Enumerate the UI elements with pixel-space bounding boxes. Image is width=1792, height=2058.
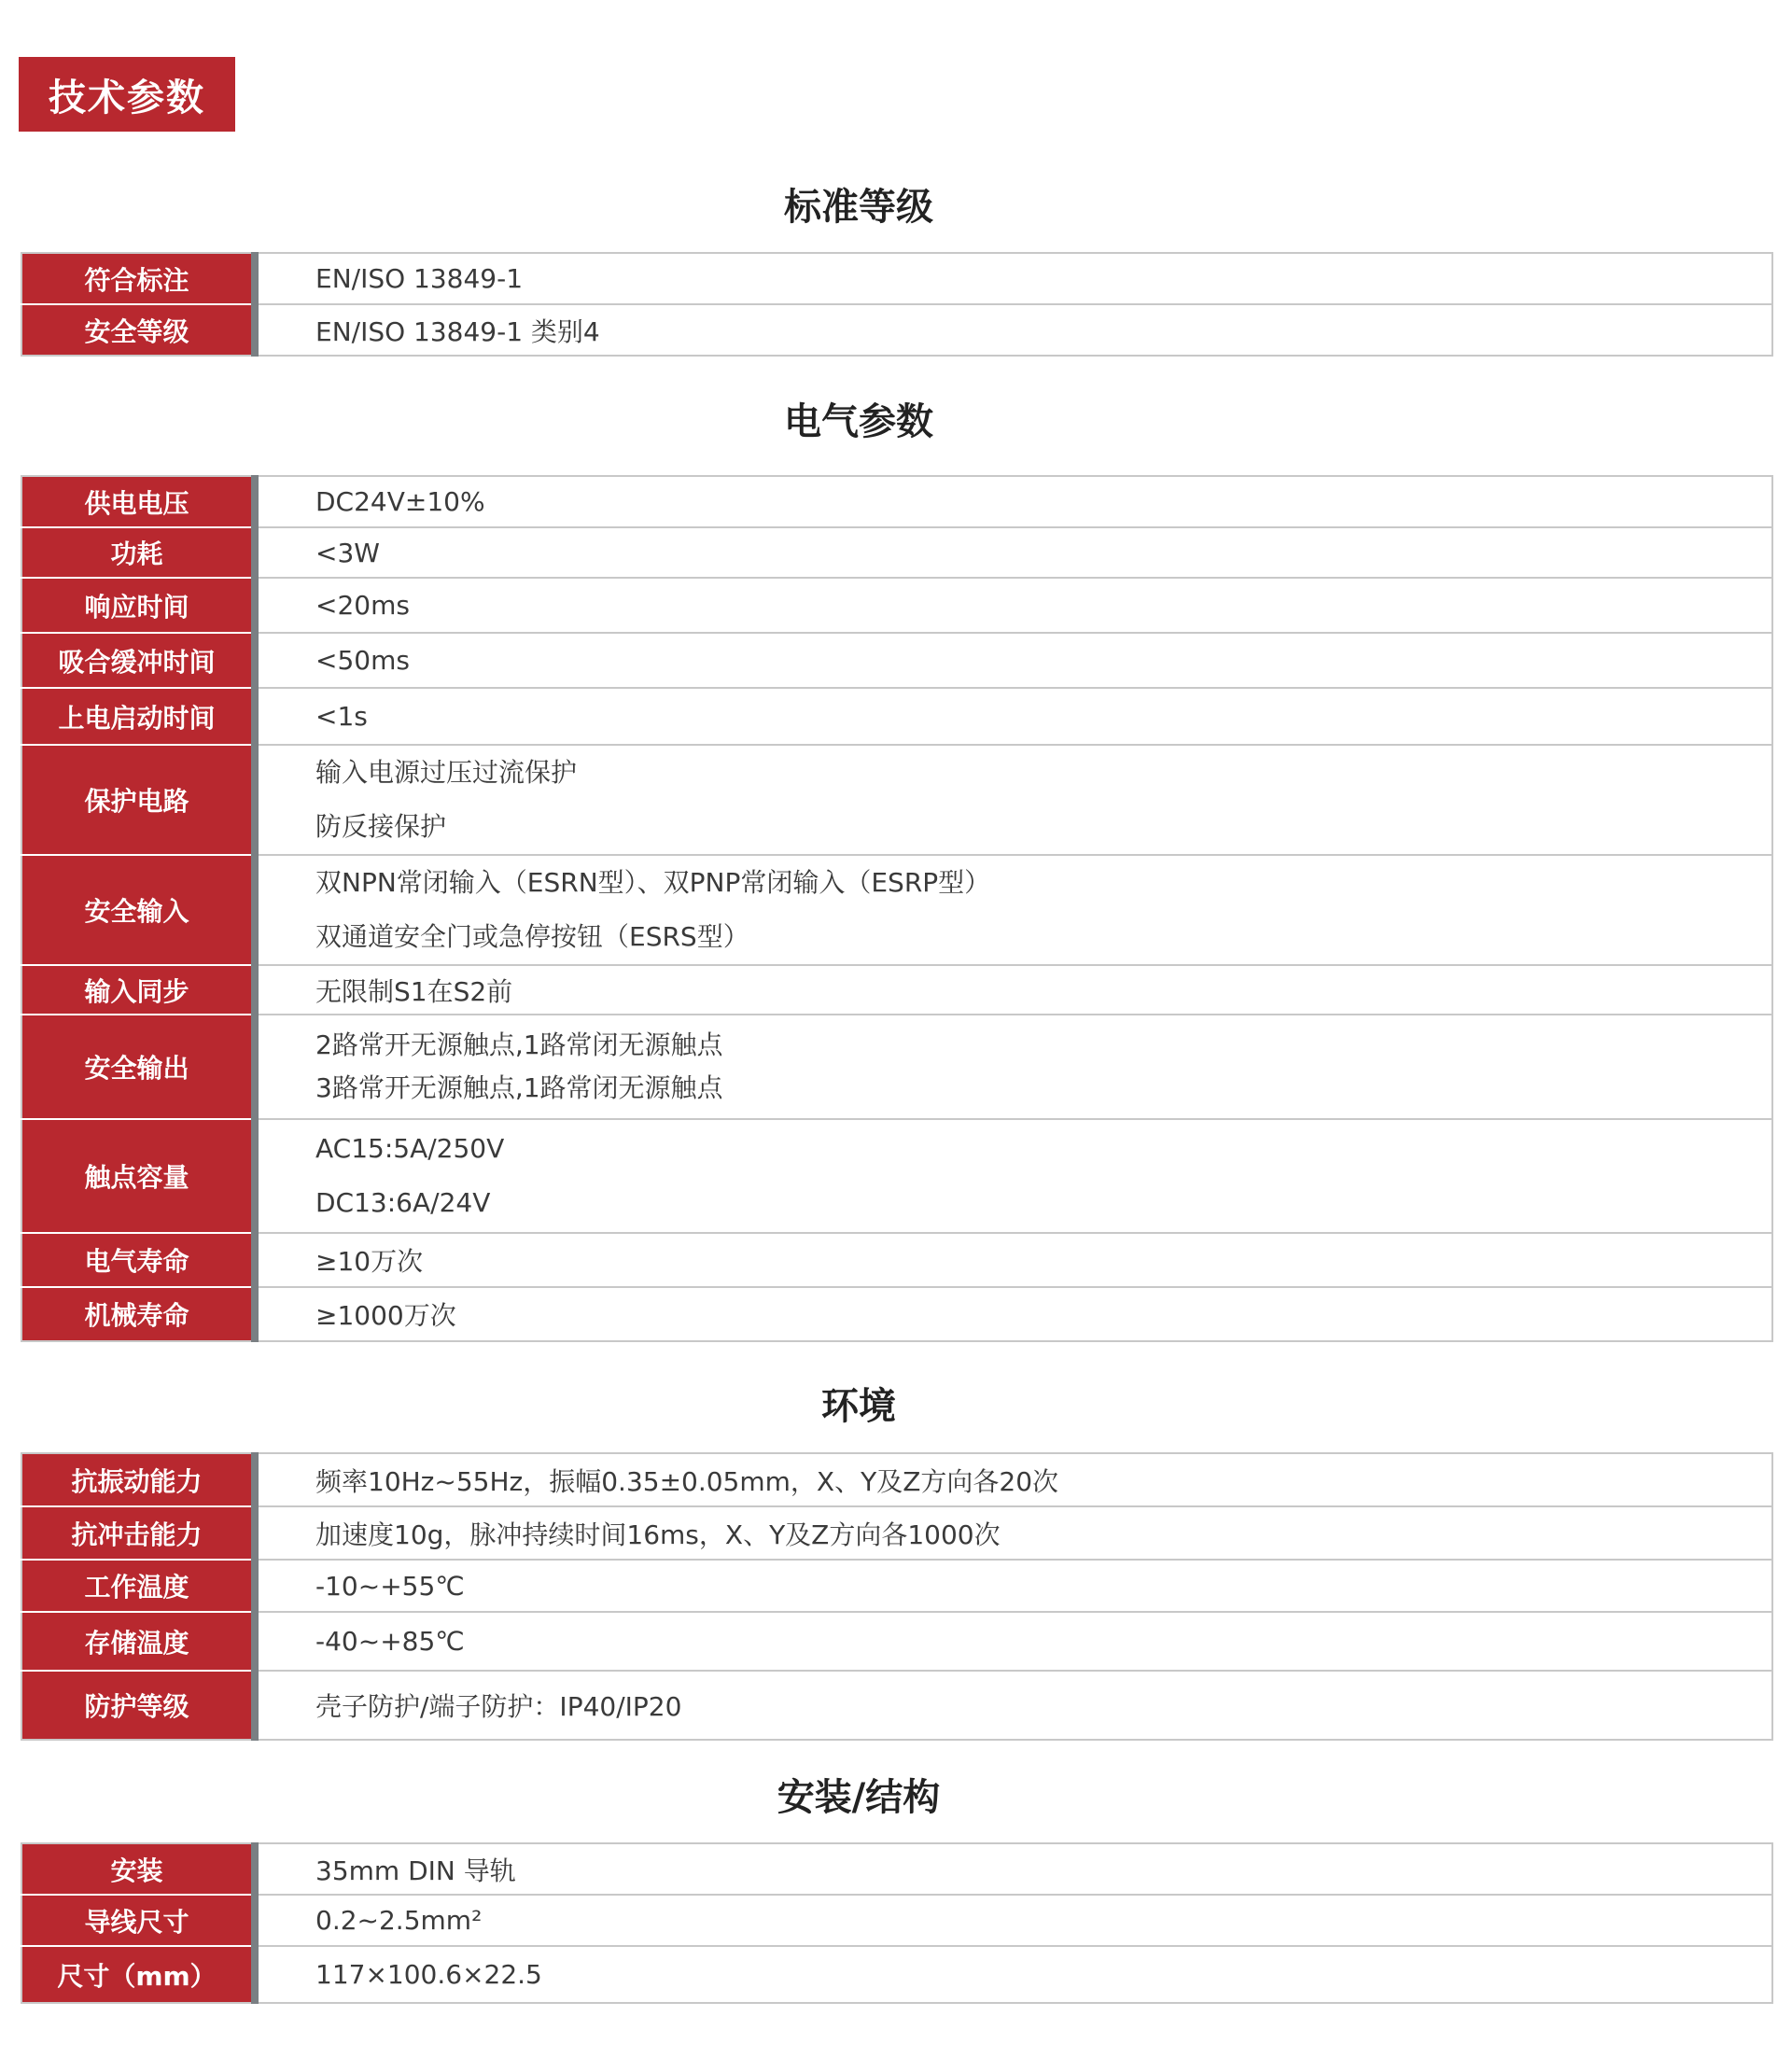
row-label: 安全输出: [21, 1015, 255, 1119]
row-value: -10~+55℃: [255, 1560, 1772, 1612]
row-value: 输入电源过压过流保护 防反接保护: [255, 745, 1772, 855]
row-value: 无限制S1在S2前: [255, 965, 1772, 1015]
spec-table-environment: [21, 1452, 1773, 1741]
row-label: 响应时间: [21, 578, 255, 633]
table-row: [21, 1671, 1772, 1740]
row-value: DC24V±10%: [255, 476, 1772, 527]
table-row: [21, 1612, 1772, 1671]
row-label: 安全等级: [21, 304, 255, 356]
row-label: 符合标注: [21, 253, 255, 304]
row-label: 机械寿命: [21, 1287, 255, 1341]
row-value: 频率10Hz~55Hz，振幅0.35±0.05mm，X、Y及Z方向各20次: [255, 1453, 1772, 1506]
spec-table-electrical: [21, 475, 1773, 1342]
table-row: [21, 688, 1772, 745]
table-row: [21, 1895, 1772, 1946]
row-label: 抗振动能力: [21, 1453, 255, 1506]
row-label: 导线尺寸: [21, 1895, 255, 1946]
table-row: [21, 1233, 1772, 1287]
row-value: 加速度10g，脉冲持续时间16ms，X、Y及Z方向各1000次: [255, 1506, 1772, 1560]
row-value: <3W: [255, 527, 1772, 578]
row-value: <20ms: [255, 578, 1772, 633]
row-value: ≥1000万次: [255, 1287, 1772, 1341]
table-row: [21, 304, 1772, 356]
table-row: [21, 1015, 1772, 1119]
table-row: [21, 855, 1772, 965]
row-label: 安装: [21, 1843, 255, 1895]
table-row: [21, 1560, 1772, 1612]
row-label: 上电启动时间: [21, 688, 255, 745]
row-label: 输入同步: [21, 965, 255, 1015]
table-row: [21, 633, 1772, 688]
row-label: 功耗: [21, 527, 255, 578]
row-label: 吸合缓冲时间: [21, 633, 255, 688]
table-row: [21, 965, 1772, 1015]
table-row: [21, 1843, 1772, 1895]
table-row: [21, 1946, 1772, 2003]
row-value: 117×100.6×22.5: [255, 1946, 1772, 2003]
table-row: [21, 527, 1772, 578]
row-value: 0.2~2.5mm²: [255, 1895, 1772, 1946]
table-row: [21, 253, 1772, 304]
spec-table-standard: [21, 252, 1773, 357]
row-value: ≥10万次: [255, 1233, 1772, 1287]
table-row: [21, 1453, 1772, 1506]
row-label: 存储温度: [21, 1612, 255, 1671]
row-label: 触点容量: [21, 1119, 255, 1233]
row-label: 安全输入: [21, 855, 255, 965]
row-value: EN/ISO 13849-1: [255, 253, 1772, 304]
row-label: 工作温度: [21, 1560, 255, 1612]
row-label: 抗冲击能力: [21, 1506, 255, 1560]
row-value: EN/ISO 13849-1 类别4: [255, 304, 1772, 356]
section-title-installation: 安装/结构: [777, 1776, 941, 1819]
section-title-electrical: 电气参数: [784, 400, 933, 443]
row-value: 2路常开无源触点,1路常闭无源触点 3路常开无源触点,1路常闭无源触点: [255, 1015, 1772, 1119]
row-value: 壳子防护/端子防护：IP40/IP20: [255, 1671, 1772, 1740]
section-title-environment: 环境: [821, 1385, 896, 1428]
spec-table-installation: [21, 1842, 1773, 2004]
row-label: 电气寿命: [21, 1233, 255, 1287]
row-value: <50ms: [255, 633, 1772, 688]
table-row: [21, 745, 1772, 855]
row-value: -40~+85℃: [255, 1612, 1772, 1671]
row-label: 防护等级: [21, 1671, 255, 1740]
section-title-standard: 标准等级: [784, 186, 933, 229]
row-value: AC15:5A/250V DC13:6A/24V: [255, 1119, 1772, 1233]
row-value: <1s: [255, 688, 1772, 745]
table-row: [21, 1119, 1772, 1233]
row-value: 35mm DIN 导轨: [255, 1843, 1772, 1895]
table-row: [21, 1506, 1772, 1560]
row-label: 保护电路: [21, 745, 255, 855]
row-label: 尺寸（mm）: [21, 1946, 255, 2003]
row-label: 供电电压: [21, 476, 255, 527]
table-row: [21, 578, 1772, 633]
page-title: 技术参数: [19, 57, 235, 132]
table-row: [21, 1287, 1772, 1341]
table-row: [21, 476, 1772, 527]
row-value: 双NPN常闭输入（ESRN型）、双PNP常闭输入（ESRP型） 双通道安全门或急停按钮（ESRS型）: [255, 855, 1772, 965]
